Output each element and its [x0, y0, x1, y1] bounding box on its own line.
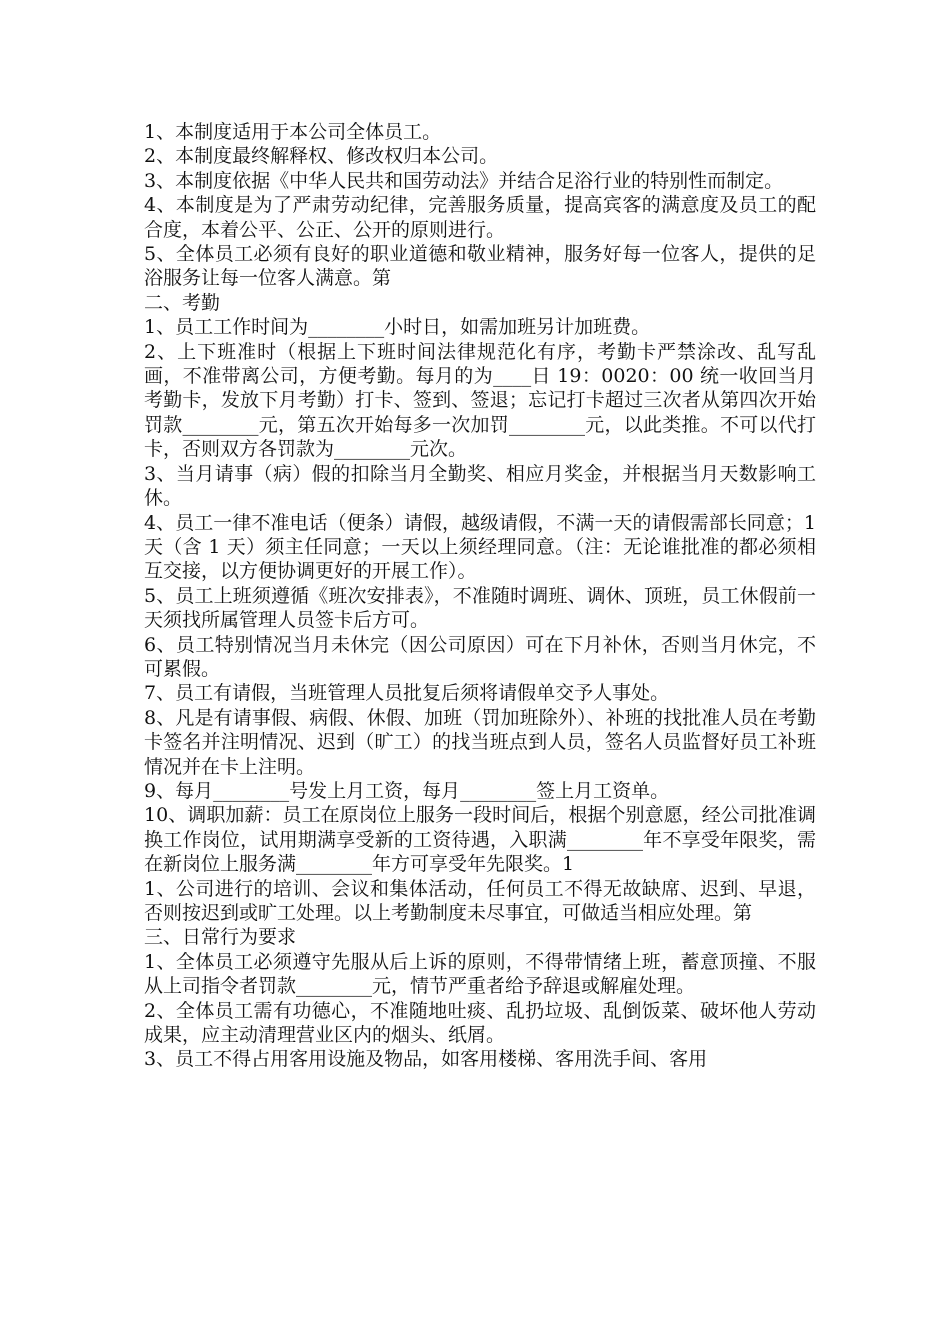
section-heading: 三、日常行为要求 [144, 926, 297, 949]
paragraph: 1、本制度适用于本公司全体员工。 [144, 121, 442, 143]
section-heading: 二、考勤 [144, 291, 221, 314]
document-body [144, 120, 816, 1072]
paragraph: 10、调职加薪：员工在原岗位上服务一段时间后，根据个别意愿，经公司批准调换工作岗位，试用期满享受新的工资待遇，入职满________年不享受年限奖，需在新岗位上服务满________年方可享受年先限奖。1 [144, 804, 816, 876]
paragraph: 1、全体员工必须遵守先服从后上诉的原则，不得带情绪上班，蓄意顶撞、不服从上司指令者罚款________元，情节严重者给予辞退或解雇处理。 [144, 950, 816, 998]
paragraph: 6、员工特别情况当月未休完（因公司原因）可在下月补休，否则当月休完，不可累假。 [144, 633, 816, 680]
paragraph: 8、凡是有请事假、病假、休假、加班（罚加班除外）、补班的找批准人员在考勤卡签名并注明情况、迟到（旷工）的找当班点到人员，签名人员监督好员工补班情况并在卡上注明。 [144, 706, 816, 778]
paragraph: 5、全体员工必须有良好的职业道德和敬业精神，服务好每一位客人，提供的足浴服务让每一位客人满意。第 [144, 243, 816, 290]
paragraph: 1、公司进行的培训、会议和集体活动，任何员工不得无故缺席、迟到、早退，否则按迟到或旷工处理。以上考勤制度未尽事宜，可做适当相应处理。第 [144, 877, 816, 924]
paragraph: 7、员工有请假，当班管理人员批复后须将请假单交予人事处。 [144, 682, 670, 705]
paragraph: 1、员工工作时间为________小时日，如需加班另计加班费。 [144, 316, 651, 339]
paragraph: 3、当月请事（病）假的扣除当月全勤奖、相应月奖金，并根据当月天数影响工休。 [144, 462, 816, 510]
paragraph: 5、员工上班须遵循《班次安排表》，不准随时调班、调休、顶班，员工休假前一天须找所属管理人员签卡后方可。 [144, 584, 816, 632]
paragraph: 3、本制度依据《中华人民共和国劳动法》并结合足浴行业的特别性而制定。 [144, 169, 784, 192]
paragraph: 2、上下班准时（根据上下班时间法律规范化有序，考勤卡严禁涂改、乱写乱画，不准带离公司，方便考勤。每月的为____日 19：0020：00 统一收回当月考勤卡，发放下月考勤）打卡、签到、签退；忘记打卡超过三次者从第四次开始罚款________元，第五次开始每多一次加罚________元，以此类推。不可以代打卡，否则双方各罚款为________元次。 [144, 340, 816, 461]
paragraph: 3、员工不得占用客用设施及物品，如客用楼梯、客用洗手间、客用 [144, 1048, 708, 1071]
paragraph: 4、本制度是为了严肃劳动纪律，完善服务质量，提高宾客的满意度及员工的配合度，本着公平、公正、公开的原则进行。 [144, 194, 816, 241]
paragraph: 2、本制度最终解释权、修改权归本公司。 [144, 145, 499, 168]
paragraph: 9、每月________号发上月工资，每月________签上月工资单。 [144, 779, 670, 802]
paragraph: 4、员工一律不准电话（便条）请假，越级请假，不满一天的请假需部长同意；1 天（含 1 天）须主任同意；一天以上须经理同意。（注：无论谁批准的都必须相互交接，以方便协调更好的开展工作）。 [144, 511, 816, 583]
paragraph: 2、全体员工需有功德心，不准随地吐痰、乱扔垃圾、乱倒饭菜、破坏他人劳动成果，应主动清理营业区内的烟头、纸屑。 [144, 999, 816, 1047]
